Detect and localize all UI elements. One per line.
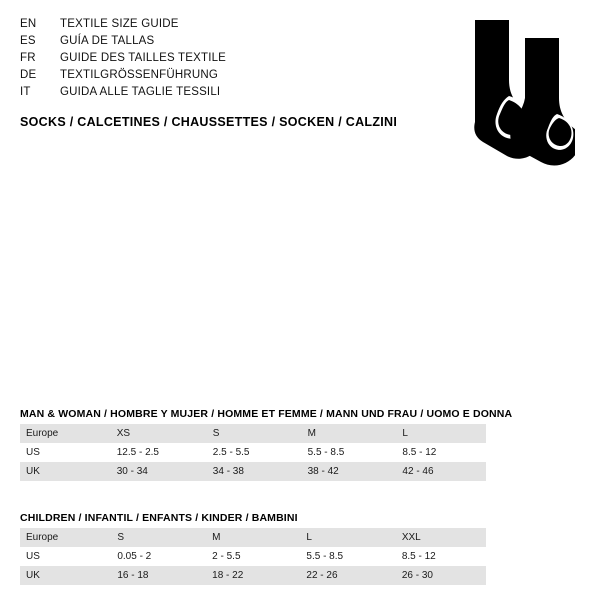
man-woman-table-block (20, 408, 582, 481)
cell-value: 8.5 - 12 (396, 443, 486, 462)
table-row (20, 547, 486, 566)
table-row (20, 443, 486, 462)
cell-value: 30 - 34 (111, 462, 207, 481)
language-text: TEXTILGRÖSSENFÜHRUNG (60, 69, 218, 81)
cell-value: 8.5 - 12 (396, 547, 486, 566)
language-row-de (20, 67, 410, 84)
row-label: Europe (20, 528, 111, 547)
children-size-table (20, 528, 486, 585)
language-row-fr (20, 50, 410, 67)
cell-value: 34 - 38 (207, 462, 302, 481)
cell-value: M (206, 528, 300, 547)
cell-value: XS (111, 424, 207, 443)
cell-value: 16 - 18 (111, 566, 206, 585)
cell-value: S (111, 528, 206, 547)
cell-value: L (396, 424, 486, 443)
product-line-title: SOCKS / CALCETINES / CHAUSSETTES / SOCKEN / CALZINI (20, 115, 398, 129)
language-text: GUIDE DES TAILLES TEXTILE (60, 52, 227, 64)
cell-value: S (207, 424, 302, 443)
cell-value: 5.5 - 8.5 (302, 443, 397, 462)
language-code: IT (20, 86, 31, 98)
row-label: UK (20, 566, 111, 585)
children-table-block (20, 512, 582, 585)
language-code: FR (20, 52, 36, 64)
cell-value: M (302, 424, 397, 443)
table-row (20, 528, 486, 547)
cell-value: XXL (396, 528, 486, 547)
cell-value: 2 - 5.5 (206, 547, 300, 566)
row-label: UK (20, 462, 111, 481)
language-code: ES (20, 35, 36, 47)
socks-illustration (405, 18, 575, 178)
language-row-es (20, 33, 410, 50)
cell-value: 5.5 - 8.5 (300, 547, 395, 566)
cell-value: 26 - 30 (396, 566, 486, 585)
man-woman-size-table (20, 424, 486, 481)
table-row (20, 462, 486, 481)
language-text: GUÍA DE TALLAS (60, 35, 155, 47)
language-text: TEXTILE SIZE GUIDE (60, 18, 179, 30)
language-code: DE (20, 69, 37, 81)
row-label: US (20, 443, 111, 462)
cell-value: 38 - 42 (302, 462, 397, 481)
row-label: US (20, 547, 111, 566)
language-row-en (20, 16, 410, 33)
header (20, 16, 410, 129)
language-code: EN (20, 18, 37, 30)
cell-value: 2.5 - 5.5 (207, 443, 302, 462)
table-row (20, 424, 486, 443)
table-title: MAN & WOMAN / HOMBRE Y MUJER / HOMME ET FEMME / MANN UND FRAU / UOMO E DONNA (20, 408, 513, 420)
cell-value: 0.05 - 2 (111, 547, 206, 566)
cell-value: 18 - 22 (206, 566, 300, 585)
table-row (20, 566, 486, 585)
cell-value: 22 - 26 (300, 566, 395, 585)
table-title: CHILDREN / INFANTIL / ENFANTS / KINDER / BAMBINI (20, 512, 298, 524)
cell-value: 42 - 46 (396, 462, 486, 481)
language-text: GUIDA ALLE TAGLIE TESSILI (60, 86, 221, 98)
cell-value: L (300, 528, 395, 547)
row-label: Europe (20, 424, 111, 443)
language-row-it (20, 84, 410, 101)
cell-value: 12.5 - 2.5 (111, 443, 207, 462)
